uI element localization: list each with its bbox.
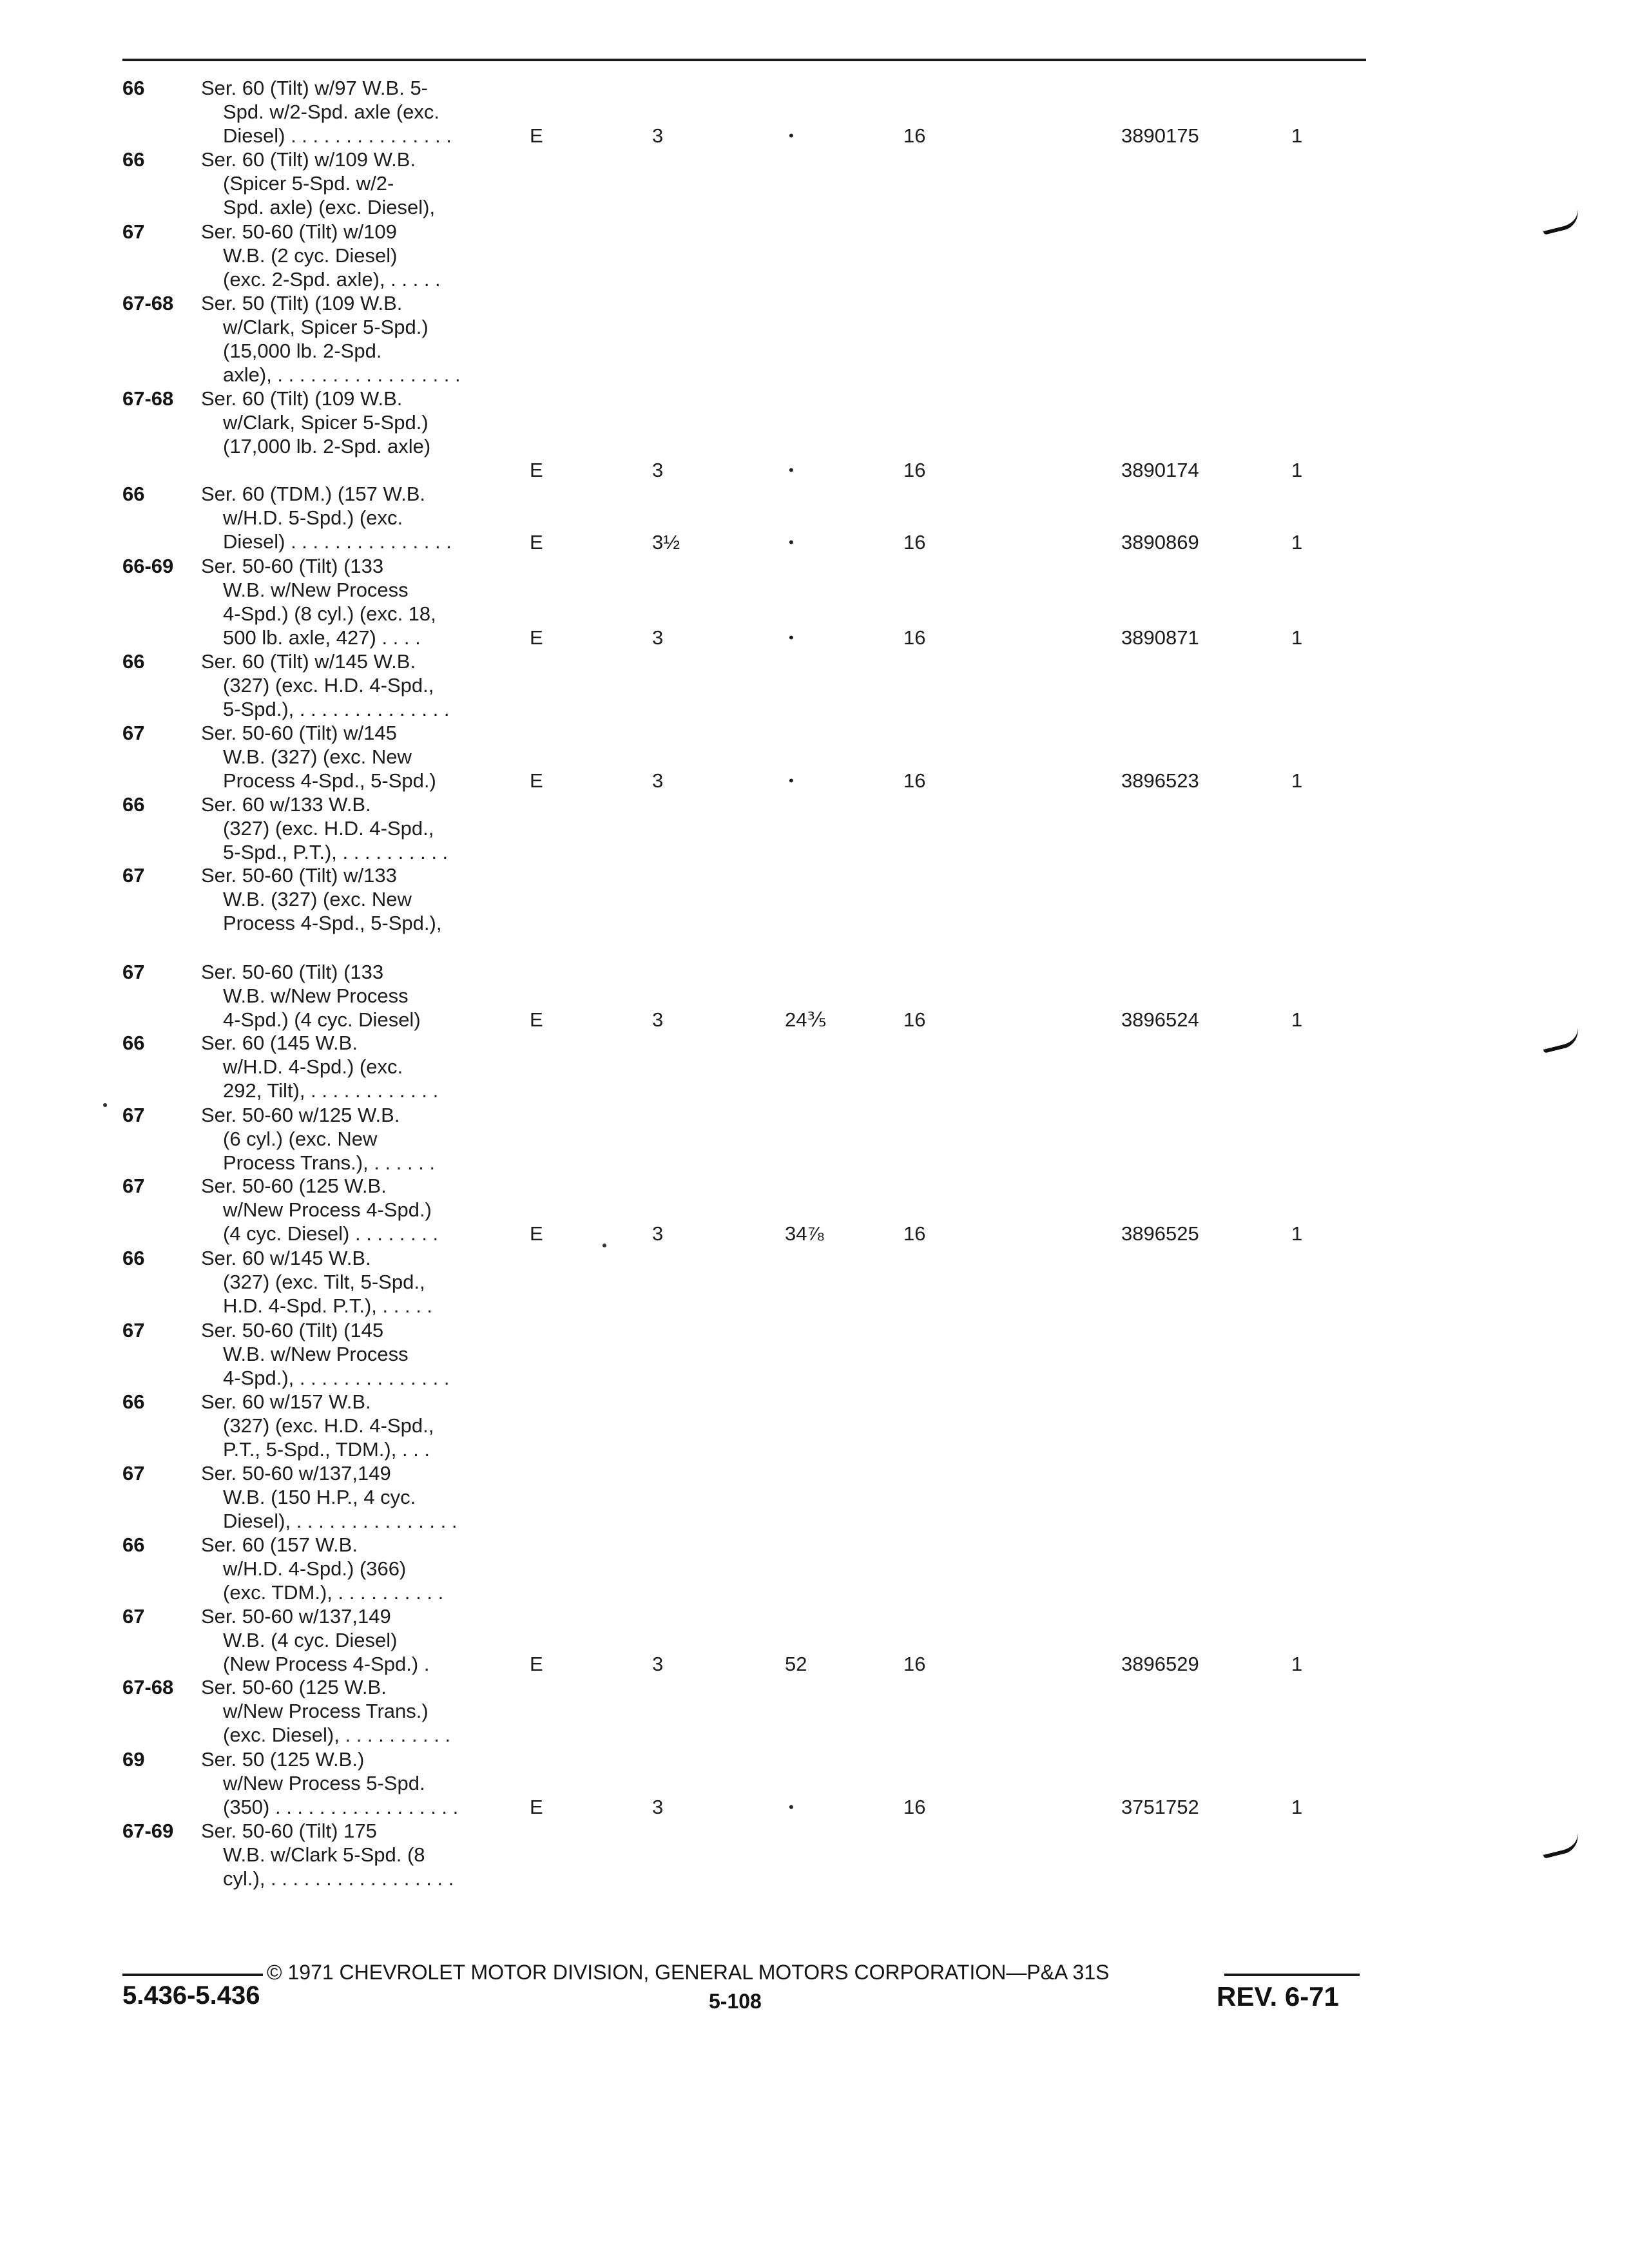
- entry-year: 66: [122, 1533, 145, 1556]
- entry-description-line: (327) (exc. H.D. 4-Spd.,: [223, 817, 434, 840]
- parts-cell-col2: 3: [652, 626, 664, 649]
- entry-description-line: 5-Spd., P.T.), . . . . . . . . . .: [223, 841, 448, 863]
- entry-description-line: Process 4-Spd., 5-Spd.): [223, 769, 436, 792]
- footer-copyright: © 1971 CHEVROLET MOTOR DIVISION, GENERAL MOTORS CORPORATION—P&A 31S: [267, 1961, 1110, 1984]
- entry-description-line: 4-Spd.) (4 cyc. Diesel): [223, 1008, 421, 1031]
- parts-cell-part-no: 3896524: [1121, 1008, 1199, 1031]
- entry-year: 67: [122, 1104, 145, 1126]
- parts-cell-part-no: 3751752: [1121, 1796, 1199, 1818]
- entry-description-line: Ser. 50-60 w/137,149: [201, 1605, 391, 1628]
- entry-description-line: W.B. (327) (exc. New: [223, 745, 412, 768]
- parts-cell-code: E: [530, 1222, 543, 1245]
- scan-speck: [602, 1244, 606, 1247]
- entry-description-line: 292, Tilt), . . . . . . . . . . . .: [223, 1079, 439, 1102]
- parts-cell-code: E: [530, 1653, 543, 1675]
- entry-description-line: 4-Spd.) (8 cyl.) (exc. 18,: [223, 602, 436, 625]
- parts-cell-col2: 3: [652, 1008, 664, 1031]
- parts-cell-col4: 16: [903, 769, 926, 792]
- entry-year: 67: [122, 1319, 145, 1341]
- entry-description-line: Ser. 50-60 (Tilt) w/145: [201, 722, 397, 744]
- entry-year: 69: [122, 1748, 145, 1771]
- entry-description-line: Ser. 50 (Tilt) (109 W.B.: [201, 292, 403, 314]
- entry-description-line: w/Clark, Spicer 5-Spd.): [223, 316, 429, 338]
- entry-description-line: w/H.D. 4-Spd.) (exc.: [223, 1055, 403, 1078]
- entry-description-line: (New Process 4-Spd.) .: [223, 1653, 430, 1675]
- parts-cell-qty: 1: [1291, 626, 1303, 649]
- entry-description-line: Ser. 60 w/133 W.B.: [201, 793, 371, 816]
- entry-description-line: Ser. 50-60 w/137,149: [201, 1462, 391, 1485]
- entry-description-line: Ser. 60 (145 W.B.: [201, 1032, 358, 1054]
- parts-cell-col2: 3: [652, 1653, 664, 1675]
- entry-description-line: W.B. w/New Process: [223, 985, 409, 1007]
- parts-cell-code: E: [530, 531, 543, 553]
- parts-cell-col2: 3: [652, 1796, 664, 1818]
- entry-description-line: w/H.D. 5-Spd.) (exc.: [223, 506, 403, 529]
- entry-description-line: Ser. 60 (157 W.B.: [201, 1533, 358, 1556]
- binder-mark: [1540, 1026, 1582, 1053]
- entry-description-line: w/H.D. 4-Spd.) (366): [223, 1557, 407, 1580]
- entry-description-line: (15,000 lb. 2-Spd.: [223, 340, 382, 362]
- parts-cell-qty: 1: [1291, 1653, 1303, 1675]
- entry-description-line: Diesel) . . . . . . . . . . . . . . .: [223, 124, 452, 147]
- footer-rule-left: [122, 1974, 263, 1976]
- entry-year: 67: [122, 1462, 145, 1485]
- scan-speck: [103, 1103, 107, 1107]
- entry-description-line: (Spicer 5-Spd. w/2-: [223, 172, 394, 195]
- parts-cell-code: E: [530, 769, 543, 792]
- entry-description-line: P.T., 5-Spd., TDM.), . . .: [223, 1438, 430, 1461]
- parts-cell-part-no: 3896523: [1121, 769, 1199, 792]
- entry-description-line: (4 cyc. Diesel) . . . . . . . .: [223, 1222, 439, 1245]
- entry-year: 67: [122, 864, 145, 887]
- entry-year: 66: [122, 483, 145, 505]
- entry-description-line: (6 cyl.) (exc. New: [223, 1128, 378, 1150]
- entry-description-line: Spd. axle) (exc. Diesel),: [223, 196, 436, 218]
- entry-description-line: H.D. 4-Spd. P.T.), . . . . .: [223, 1294, 433, 1317]
- parts-cell-code: E: [530, 1008, 543, 1031]
- entry-description-line: W.B. w/Clark 5-Spd. (8: [223, 1843, 425, 1866]
- entry-year: 67-68: [122, 292, 174, 314]
- parts-cell-part-no: 3896525: [1121, 1222, 1199, 1245]
- parts-cell-col4: 16: [903, 1222, 926, 1245]
- parts-cell-col4: 16: [903, 1796, 926, 1818]
- entry-description-line: (17,000 lb. 2-Spd. axle): [223, 435, 431, 457]
- entry-description-line: (327) (exc. Tilt, 5-Spd.,: [223, 1271, 425, 1293]
- entry-year: 66: [122, 1390, 145, 1413]
- entry-description-line: Spd. w/2-Spd. axle (exc.: [223, 101, 439, 123]
- entry-description-line: Process Trans.), . . . . . .: [223, 1151, 436, 1174]
- parts-cell-qty: 1: [1291, 769, 1303, 792]
- entry-description-line: Ser. 50-60 (Tilt) w/109: [201, 220, 397, 243]
- parts-cell-col3: 24⅗: [785, 1008, 827, 1031]
- entry-description-line: Ser. 50 (125 W.B.): [201, 1748, 365, 1771]
- entry-description-line: Diesel), . . . . . . . . . . . . . . .: [223, 1510, 458, 1532]
- entry-description-line: W.B. (2 cyc. Diesel): [223, 244, 398, 267]
- entry-description-line: W.B. w/New Process: [223, 579, 409, 601]
- binder-mark: [1540, 208, 1582, 235]
- parts-cell-qty: 1: [1291, 124, 1303, 147]
- entry-year: 66: [122, 1247, 145, 1269]
- parts-cell-col4: 16: [903, 124, 926, 147]
- parts-cell-col3: •: [789, 773, 794, 789]
- parts-cell-col3: •: [789, 1799, 794, 1815]
- entry-year: 67: [122, 1175, 145, 1197]
- entry-description-line: W.B. (4 cyc. Diesel): [223, 1629, 398, 1651]
- parts-cell-col3: 34⅞: [785, 1222, 824, 1245]
- parts-cell-code: E: [530, 459, 543, 481]
- parts-cell-col3: •: [789, 629, 794, 646]
- entry-year: 67-68: [122, 1676, 174, 1698]
- parts-cell-qty: 1: [1291, 1796, 1303, 1818]
- entry-description-line: axle), . . . . . . . . . . . . . . . . .: [223, 363, 461, 386]
- parts-cell-qty: 1: [1291, 1008, 1303, 1031]
- entry-year: 66: [122, 1032, 145, 1054]
- parts-cell-col3: •: [789, 534, 794, 550]
- parts-cell-col2: 3: [652, 1222, 664, 1245]
- entry-year: 67: [122, 220, 145, 243]
- entry-description-line: Ser. 50-60 (Tilt) w/133: [201, 864, 397, 887]
- entry-year: 66: [122, 148, 145, 171]
- parts-cell-code: E: [530, 124, 543, 147]
- parts-cell-col3: •: [789, 462, 794, 478]
- entry-description-line: w/New Process 5-Spd.: [223, 1772, 425, 1794]
- entry-description-line: w/New Process Trans.): [223, 1700, 429, 1722]
- entry-description-line: Ser. 60 (Tilt) (109 W.B.: [201, 387, 403, 410]
- binder-mark: [1540, 1832, 1582, 1859]
- footer-revision: REV. 6-71: [1217, 1981, 1339, 2012]
- entry-description-line: (327) (exc. H.D. 4-Spd.,: [223, 1414, 434, 1437]
- entry-description-line: Ser. 50-60 (Tilt) (133: [201, 961, 384, 983]
- entry-year: 66-69: [122, 555, 174, 577]
- entry-description-line: Ser. 60 (TDM.) (157 W.B.: [201, 483, 425, 505]
- entry-description-line: Ser. 60 w/157 W.B.: [201, 1390, 371, 1413]
- entry-year: 67-69: [122, 1820, 174, 1842]
- entry-year: 67: [122, 961, 145, 983]
- parts-cell-qty: 1: [1291, 1222, 1303, 1245]
- entry-description-line: 500 lb. axle, 427) . . . .: [223, 626, 421, 649]
- parts-cell-col4: 16: [903, 626, 926, 649]
- entry-description-line: (exc. 2-Spd. axle), . . . . .: [223, 268, 441, 291]
- entry-description-line: Ser. 50-60 (Tilt) (133: [201, 555, 384, 577]
- entry-description-line: Ser. 60 w/145 W.B.: [201, 1247, 371, 1269]
- parts-cell-part-no: 3896529: [1121, 1653, 1199, 1675]
- footer-page-number: 5-108: [709, 1990, 762, 2013]
- entry-description-line: Ser. 60 (Tilt) w/109 W.B.: [201, 148, 416, 171]
- parts-cell-col3: •: [789, 128, 794, 144]
- entry-description-line: Process 4-Spd., 5-Spd.),: [223, 912, 442, 934]
- entry-description-line: Ser. 50-60 (125 W.B.: [201, 1175, 387, 1197]
- entry-description-line: W.B. (150 H.P., 4 cyc.: [223, 1486, 416, 1508]
- entry-description-line: W.B. w/New Process: [223, 1343, 409, 1365]
- parts-cell-col2: 3: [652, 459, 664, 481]
- entry-year: 66: [122, 77, 145, 99]
- footer-section-number: 5.436-5.436: [122, 1981, 260, 2010]
- entry-description-line: w/Clark, Spicer 5-Spd.): [223, 411, 429, 434]
- entry-year: 67: [122, 722, 145, 744]
- entry-description-line: (327) (exc. H.D. 4-Spd.,: [223, 674, 434, 697]
- entry-description-line: Ser. 50-60 (125 W.B.: [201, 1676, 387, 1698]
- parts-cell-col2: 3: [652, 769, 664, 792]
- entry-description-line: 4-Spd.), . . . . . . . . . . . . . .: [223, 1367, 450, 1389]
- parts-cell-col4: 16: [903, 531, 926, 553]
- entry-year: 66: [122, 650, 145, 673]
- top-rule: [122, 59, 1366, 61]
- entry-description-line: Ser. 60 (Tilt) w/145 W.B.: [201, 650, 416, 673]
- parts-cell-col3: 52: [785, 1653, 807, 1675]
- parts-cell-part-no: 3890869: [1121, 531, 1199, 553]
- entry-description-line: Ser. 60 (Tilt) w/97 W.B. 5-: [201, 77, 429, 99]
- parts-cell-part-no: 3890174: [1121, 459, 1199, 481]
- parts-cell-code: E: [530, 1796, 543, 1818]
- parts-cell-part-no: 3890175: [1121, 124, 1199, 147]
- parts-cell-qty: 1: [1291, 459, 1303, 481]
- entry-year: 67: [122, 1605, 145, 1628]
- parts-cell-col4: 16: [903, 1008, 926, 1031]
- entry-description-line: (exc. Diesel), . . . . . . . . . .: [223, 1724, 451, 1746]
- entry-description-line: cyl.), . . . . . . . . . . . . . . . . .: [223, 1867, 454, 1890]
- entry-description-line: W.B. (327) (exc. New: [223, 888, 412, 910]
- parts-cell-qty: 1: [1291, 531, 1303, 553]
- parts-cell-col4: 16: [903, 1653, 926, 1675]
- entry-description-line: Diesel) . . . . . . . . . . . . . . .: [223, 530, 452, 553]
- parts-cell-part-no: 3890871: [1121, 626, 1199, 649]
- entry-description-line: Ser. 50-60 (Tilt) (145: [201, 1319, 384, 1341]
- entry-year: 67-68: [122, 387, 174, 410]
- footer-rule-right: [1224, 1974, 1360, 1976]
- entry-description-line: Ser. 50-60 (Tilt) 175: [201, 1820, 377, 1842]
- parts-cell-col2: 3: [652, 124, 664, 147]
- entry-description-line: (exc. TDM.), . . . . . . . . . .: [223, 1581, 444, 1604]
- entry-description-line: w/New Process 4-Spd.): [223, 1198, 432, 1221]
- parts-cell-col2: 3½: [652, 531, 680, 553]
- parts-cell-code: E: [530, 626, 543, 649]
- entry-description-line: Ser. 50-60 w/125 W.B.: [201, 1104, 400, 1126]
- entry-description-line: 5-Spd.), . . . . . . . . . . . . . .: [223, 698, 450, 720]
- entry-year: 66: [122, 793, 145, 816]
- entry-description-line: (350) . . . . . . . . . . . . . . . . .: [223, 1796, 459, 1818]
- parts-cell-col4: 16: [903, 459, 926, 481]
